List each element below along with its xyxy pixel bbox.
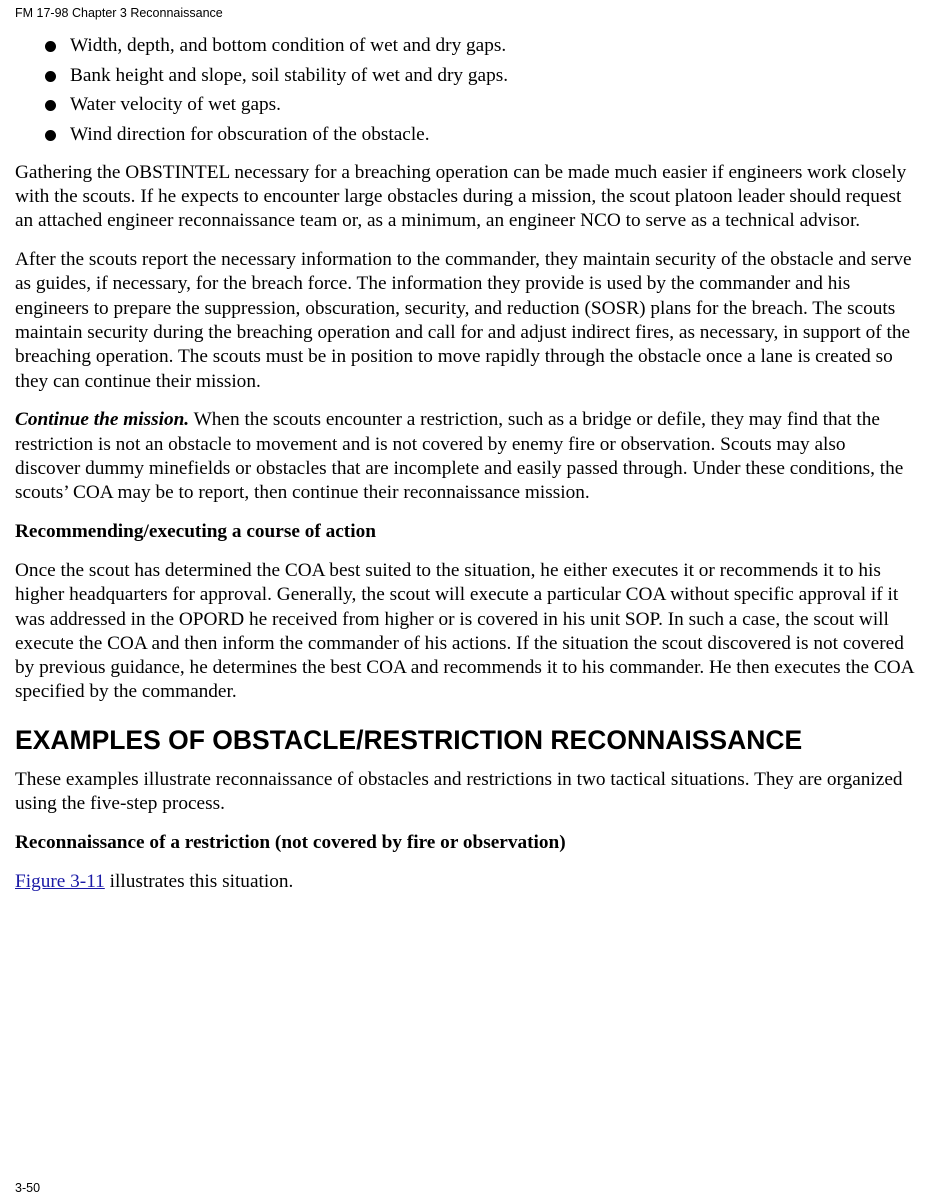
paragraph-text: When the scouts encounter a restriction, such as a bridge or defile, they may find that the restriction is not an obstacle to movement and is not covered by enemy fire or observation. Scouts may also discover dummy minefields or obstacles that are incomplete and easily passed through. Under these conditions, the scouts’ COA may be to report, then continue their reconnaissance mission. [15,409,904,504]
document-body [15,31,915,908]
paragraph-coa: Once the scout has determined the COA best suited to the situation, he either executes it or recommends it to his higher headquarters for approval. Generally, the scout will execute a particular COA without specific approval if it was addressed in the OPORD he received from higher or is covered in his unit SOP. In such a case, the scout will execute the COA and then inform the commander of his actions. If the situation the scout discovered is not covered by previous guidance, he determines the best COA and recommends it to his commander. He then executes the COA specified by the commander. [15,559,914,703]
list-item [15,31,915,61]
running-header: FM 17-98 Chapter 3 Reconnaissance [15,6,223,20]
list-item-text: Bank height and slope, soil stability of wet and dry gaps. [70,64,509,86]
run-in-heading: Continue the mission. [15,409,190,431]
list-item-text: Wind direction for obscuration of the obstacle. [70,124,430,146]
paragraph-examples: These examples illustrate reconnaissance of obstacles and restrictions in two tactical situations. They are organized using the five-step process. [15,768,903,814]
bullet-icon [45,41,56,52]
paragraph-continue-mission [15,408,915,505]
section-heading-examples: EXAMPLES OF OBSTACLE/RESTRICTION RECONNAISSANCE [15,724,803,755]
page-number: 3-50 [15,1181,41,1195]
list-item-text: Width, depth, and bottom condition of wet and dry gaps. [70,35,507,56]
bullet-icon [45,100,56,111]
subheading-restriction: Reconnaissance of a restriction (not covered by fire or observation) [15,831,566,853]
list-item [15,90,915,120]
figure-3-11-link[interactable]: Figure 3-11 [15,870,105,892]
bullet-list [15,31,915,150]
list-item-text: Water velocity of wet gaps. [70,94,282,116]
list-item [15,61,915,91]
paragraph-text: illustrates this situation. [104,870,294,892]
paragraph-figure-ref [15,870,915,894]
bullet-icon [45,71,56,82]
list-item [15,120,915,150]
paragraph-obstintel: Gathering the OBSTINTEL necessary for a breaching operation can be made much easier if engineers work closely with the scouts. If he expects to encounter large obstacles during a mission, the scout platoon leader should request an attached engineer reconnaissance team or, as a minimum, an engineer NCO to serve as a technical advisor. [15,161,907,232]
bullet-icon [45,130,56,141]
subheading-recommending: Recommending/executing a course of action [15,521,376,543]
paragraph-scouts-report: After the scouts report the necessary information to the commander, they maintain security of the obstacle and serve as guides, if necessary, for the breach force. The information they provide is used by the commander and his engineers to prepare the suppression, obscuration, security, and reduction (SOSR) plans for the breach. The scouts maintain security during the breaching operation and call for and adjust indirect fires, as necessary, in support of the breaching operation. The scouts must be in position to move rapidly through the obstacle once a lane is created so they can continue their mission. [15,249,912,392]
